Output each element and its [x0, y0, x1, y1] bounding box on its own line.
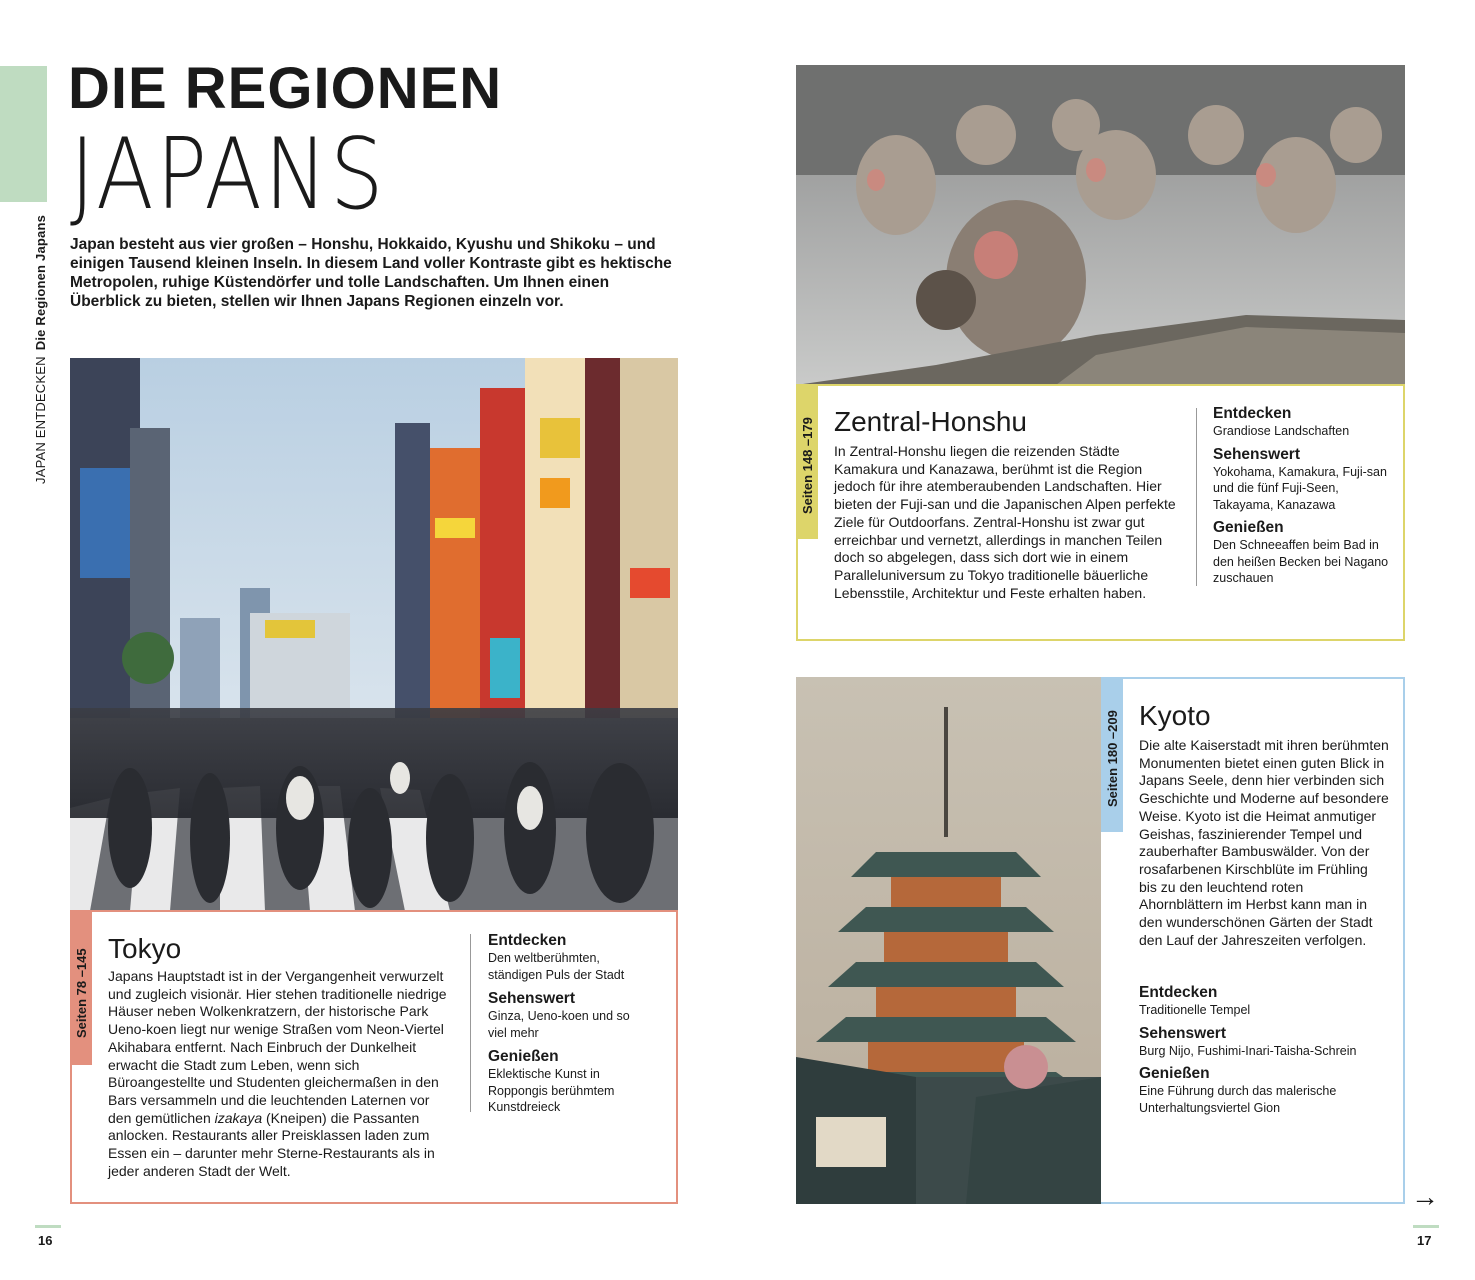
next-page-arrow-icon[interactable]: →: [1411, 1181, 1439, 1212]
info-text: Eine Führung durch das malerische Unterhaltungsviertel Gion: [1139, 1084, 1337, 1115]
snow-monkeys-photo: [796, 65, 1405, 385]
tokyo-pages: Seiten 78 –145: [74, 948, 89, 1038]
info-heading: Sehenswert: [488, 990, 576, 1007]
kyoto-title: Kyoto: [1139, 700, 1211, 731]
info-heading: Genießen: [1213, 519, 1284, 536]
tokyo-page-tag: [70, 910, 92, 1065]
tokyo-title: Tokyo: [108, 933, 182, 964]
kyoto-pages: Seiten 180 –209: [1105, 710, 1120, 807]
tokyo-description: Japans Hauptstadt ist in der Vergangenheit verwurzelt und zugleich visionär. Hier stehen traditionelle niedrige Häuser neben Wolkenkratzern, der historische Park Ueno-koen liegt nur wenige Straßen vom Neon-Viertel Akihabara entfernt. Nach Einbruch der Dunkelheit erwacht die Stadt zum Leben, wenn sich Büroangestellte und Studenten gleichermaßen in den Bars versammeln und die leuchtenden Laternen vor den gemütlichen izakaya (Kneipen) die Passanten anlocken. Restaurants aller Preisklassen laden zum Essen ein – darunter mehr Sterne-Restaurants als in jeder anderen Stadt der Welt.: [108, 968, 447, 1179]
section-label: JAPAN ENTDECKEN: [33, 356, 48, 484]
pagoda-photo: [796, 677, 1101, 1204]
running-header: [33, 215, 48, 484]
info-text: Den Schneeaffen beim Bad in den heißen Becken bei Nagano zuschauen: [1213, 538, 1389, 585]
info-heading: Sehenswert: [1213, 445, 1301, 463]
kyoto-page-tag: [1101, 677, 1123, 832]
section-color-tab: [0, 66, 47, 202]
tokyo-photo: [70, 358, 678, 911]
kyoto-info: [1139, 984, 1394, 1116]
info-heading: Entdecken: [1139, 984, 1218, 1001]
info-text: Ginza, Ueno-koen und so viel mehr: [488, 1009, 630, 1040]
page-number-rule: [35, 1225, 61, 1228]
honshu-title: Zentral-Honshu: [834, 406, 1027, 437]
left-page-number: 16: [38, 1233, 53, 1248]
page-title-line2: JAPANS: [70, 118, 387, 232]
chapter-label: Die Regionen Japans: [33, 214, 48, 351]
page-number-rule: [1413, 1225, 1439, 1228]
tokyo-info: [488, 932, 648, 1116]
page-title-line1: DIE REGIONEN: [68, 56, 503, 121]
honshu-description: In Zentral-Honshu liegen die reizenden Städte Kamakura und Kanazawa, berühmt ist die Region jedoch für ihre atemberaubenden Landschaften. Hier bieten der Fuji-san und die Japanischen Alpen perfekte Ziele für Outdoorfans. Zentral-Honshu ist zwar gut erreichbar und vernetzt, allerdings in manchen Teilen doch so abgelegen, dass sich dort wie in einem Paralleluniversum zu Tokyo traditionelle bäuerliche Lebensstile, Architektur und Feste erhalten haben.: [834, 443, 1176, 601]
info-heading: Sehenswert: [1139, 1024, 1227, 1042]
kyoto-description: Die alte Kaiserstadt mit ihren berühmten Monumenten bietet einen guten Blick in Japans Seele, denn hier verbinden sich Geschichte und Moderne auf besondere Weise. Kyoto ist die Heimat anmutiger Geishas, faszinierender Tempel und zauberhafter Bambuswälder. Von der rosafarbenen Kirschblüte im Frühling bis zu den leuchtend roten Ahornblättern im Herbst kann man in den wunderschönen Gärten der Stadt den Lauf der Jahreszeiten verfolgen.: [1139, 737, 1389, 948]
info-text: Traditionelle Tempel: [1139, 1003, 1251, 1017]
intro-paragraph: Japan besteht aus vier großen – Honshu, Hokkaido, Kyushu und Shikoku – und einigen Tausend kleinen Inseln. In diesem Land voller Kontraste gibt es hektische Metropolen, ruhige Küstendörfer und tolle Landschaften. Um Ihnen einen Überblick zu bieten, stellen wir Ihnen Japans Regionen einzeln vor.: [70, 236, 672, 310]
info-heading: Entdecken: [1213, 405, 1292, 422]
info-text: Eklektische Kunst in Roppongis berühmtem Kunstdreieck: [488, 1067, 615, 1114]
honshu-divider: [1196, 408, 1197, 586]
info-text: Yokohama, Kamakura, Fuji-san und die fünf Fuji-Seen, Takayama, Kanazawa: [1213, 464, 1387, 512]
info-text: Den weltberühmten, ständigen Puls der Stadt: [488, 951, 625, 982]
info-heading: Entdecken: [488, 932, 567, 949]
info-text: Burg Nijo, Fushimi-Inari-Taisha-Schrein: [1139, 1043, 1357, 1058]
info-heading: Genießen: [1139, 1065, 1210, 1082]
honshu-info: [1213, 405, 1398, 587]
tokyo-divider: [470, 934, 471, 1112]
right-page-number: 17: [1417, 1233, 1432, 1248]
honshu-page-tag: [796, 384, 818, 539]
info-text: Grandiose Landschaften: [1213, 424, 1350, 438]
honshu-pages: Seiten 148 –179: [800, 417, 815, 514]
info-heading: Genießen: [488, 1048, 559, 1065]
